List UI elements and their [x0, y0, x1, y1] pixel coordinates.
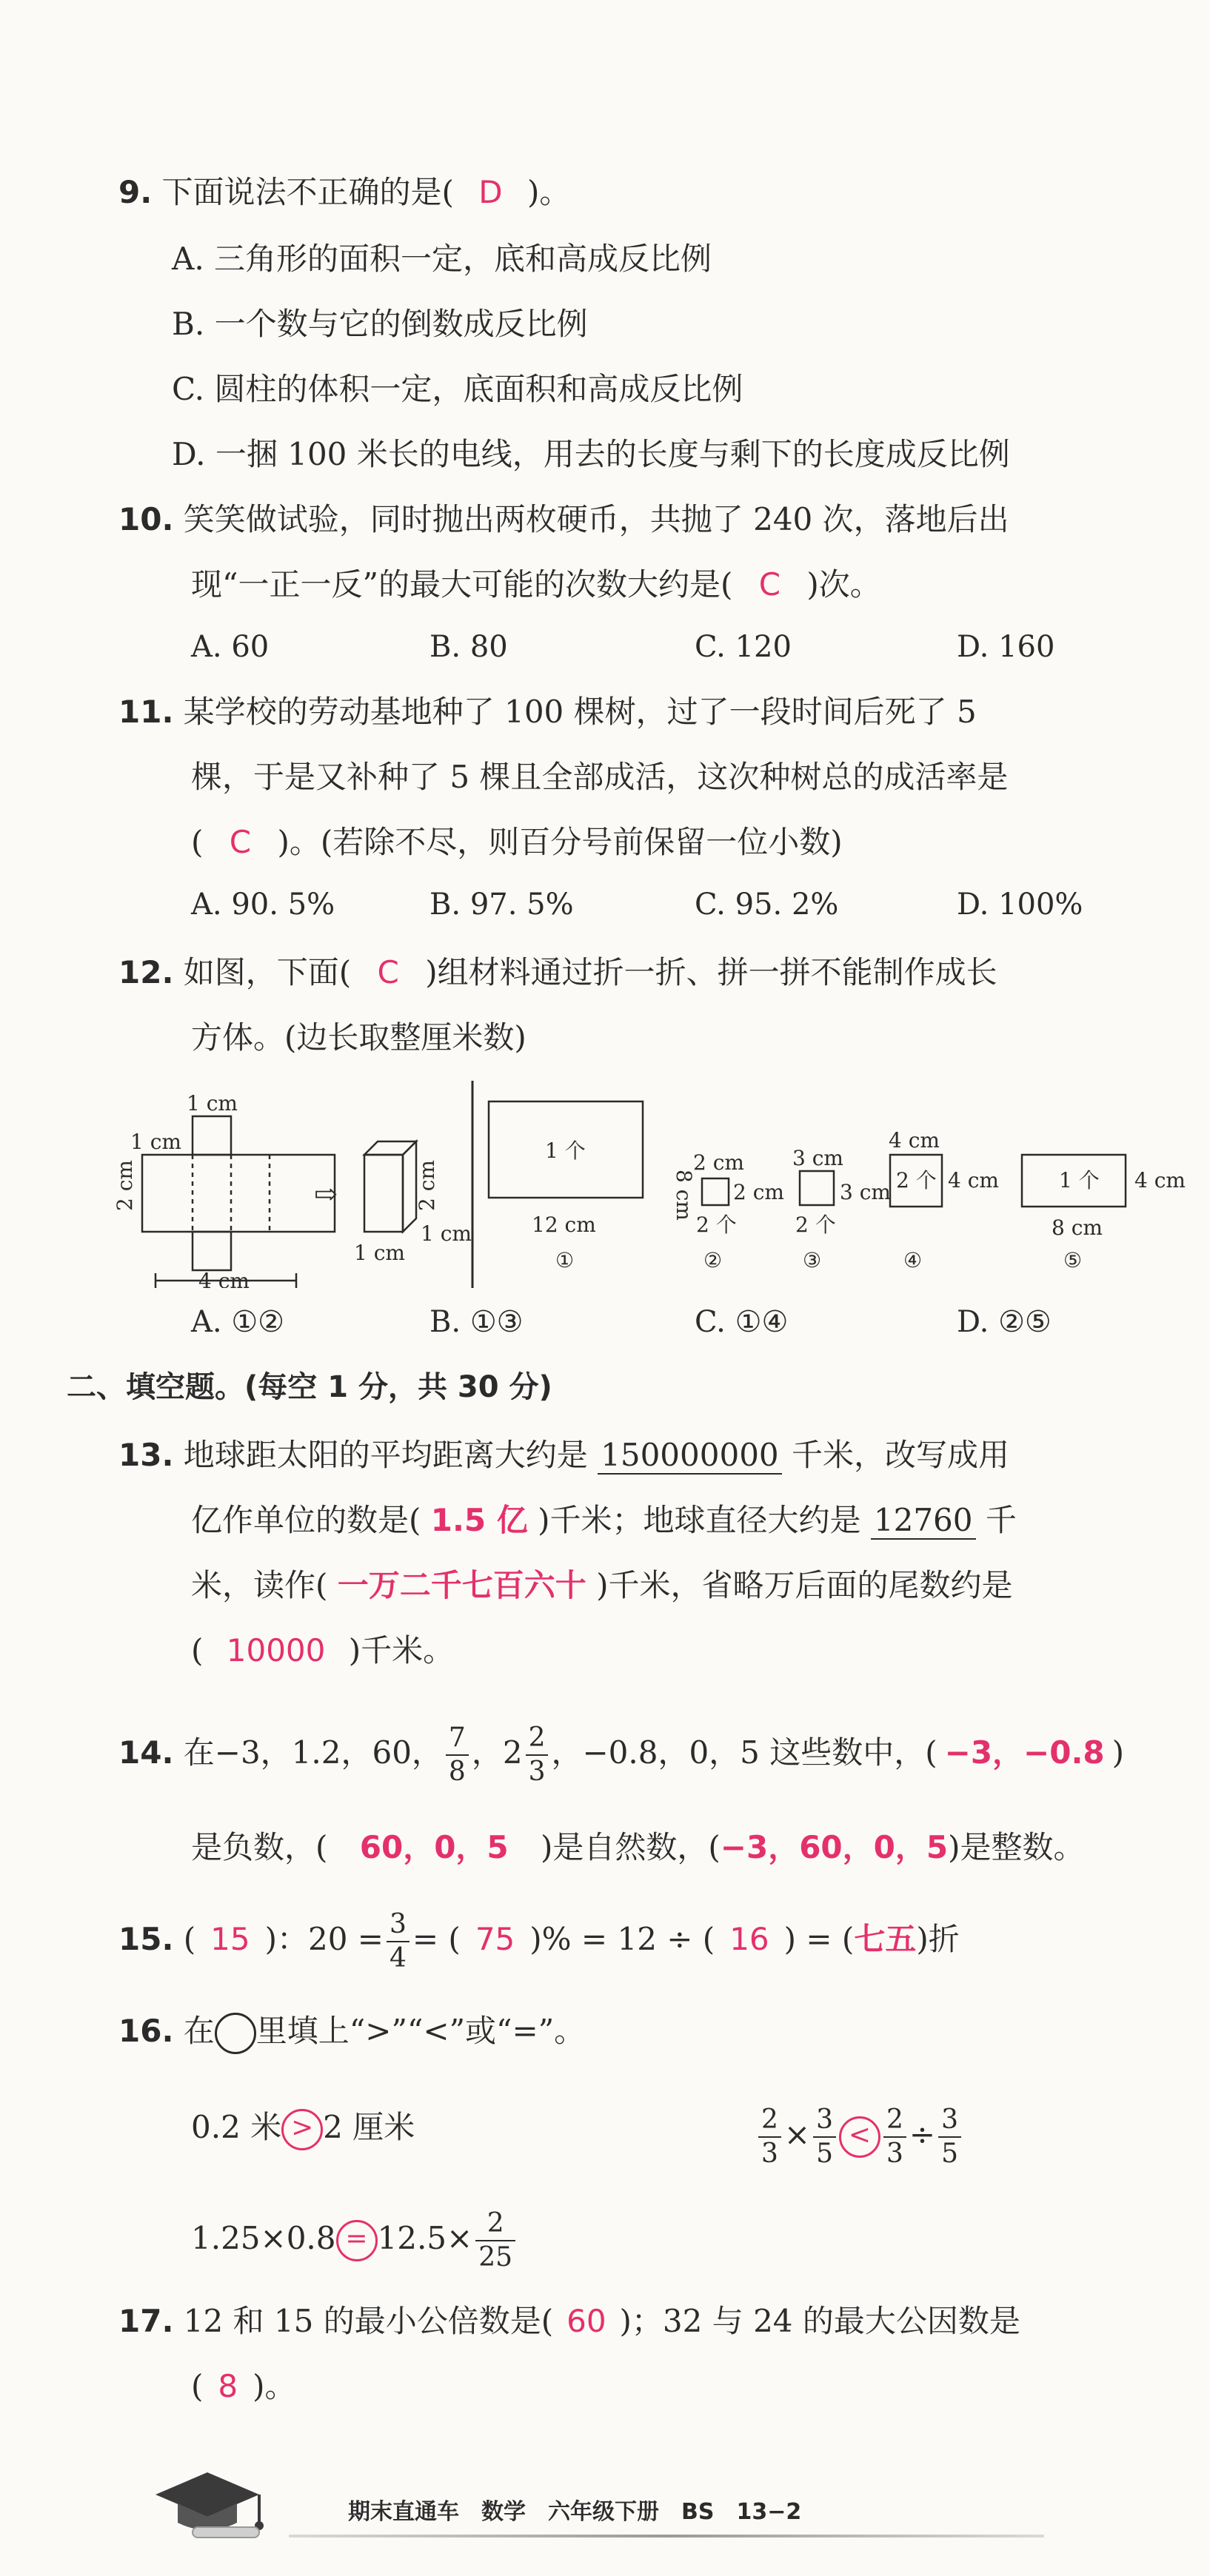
q11-option-c: C. 95. 2%: [695, 888, 839, 922]
q16-number: 16.: [118, 2013, 174, 2049]
q10-line1: 10. 笑笑做试验，同时抛出两枚硬币，共抛了 240 次，落地后出: [118, 501, 1009, 537]
q14-number: 14.: [118, 1734, 174, 1771]
group4-side-label: 4 cm: [948, 1168, 999, 1193]
graduation-cap-icon: [148, 2465, 281, 2546]
q11-option-b: B. 97. 5%: [429, 888, 574, 922]
q11-line1: 11. 某学校的劳动基地种了 100 棵树，过了一段时间后死了 5: [118, 694, 977, 730]
q14-answer-3: −3，60，0，5: [720, 1829, 949, 1865]
q17-answer-1: 60: [566, 2303, 606, 2339]
q11-option-d: D. 100%: [957, 888, 1083, 922]
q9-option-a: A. 三角形的面积一定，底和高成反比例: [172, 241, 712, 277]
q17-answer-2: 8: [218, 2368, 238, 2404]
fraction-3-5: $\frac{3}{5}$: [813, 2107, 836, 2167]
q16-item-a: 0.2 米 > 2 厘米: [191, 2107, 415, 2150]
group5-bottom-label: 8 cm: [1052, 1215, 1103, 1240]
group4-label: 2 个: [896, 1168, 937, 1193]
q11-answer: C: [229, 824, 252, 860]
q9-option-b: B. 一个数与它的倒数成反比例: [172, 306, 588, 342]
group5-label: 1 个: [1059, 1168, 1100, 1193]
q9-stem: 9. 下面说法不正确的是( D )。: [118, 174, 571, 210]
q12-figure: [104, 1066, 1200, 1288]
q15-answer-2: 75: [475, 1921, 515, 1957]
prism-width-label: 1 cm: [354, 1241, 405, 1265]
q13-line2: 亿作单位的数是( 1.5 亿 )千米；地球直径大约是 12760 千: [191, 1502, 1017, 1538]
q12-line2: 方体。(边长取整厘米数): [191, 1019, 527, 1056]
q10-option-d: D. 160: [957, 630, 1055, 664]
q15-line: 15. ( 15 )：20 = $\frac{3}{4}$ = ( 75 )% = 12 ÷ ( 16 ) = (七五)折: [118, 1909, 960, 1973]
q17-line1: 17. 12 和 15 的最小公倍数是( 60 )；32 与 24 的最大公因数是: [118, 2303, 1020, 2339]
q9-option-c: C. 圆柱的体积一定，底面积和高成反比例: [172, 371, 743, 407]
q16-item-b: $\frac{2}{3}$ × $\frac{3}{5}$ < $\frac{2}{3}$ ÷ $\frac{3}{5}$: [755, 2107, 964, 2167]
group3-top-label: 3 cm: [792, 1146, 843, 1170]
net-side-label: 2 cm: [113, 1160, 137, 1211]
q10-line2: 现“一正一反”的最大可能的次数大约是( C )次。: [191, 566, 881, 603]
q9-answer: D: [478, 174, 503, 210]
prism-depth-label: 1 cm: [421, 1221, 472, 1246]
q14-line1: 14. 在−3，1.2，60， $\frac{7}{8}$ ，2 $\frac{2}{3}$ ，−0.8，0，5 这些数中，( −3，−0.8 ): [118, 1723, 1125, 1787]
q17-line2: ( 8 )。: [191, 2368, 296, 2404]
q10-answer: C: [758, 566, 781, 603]
q9-number: 9.: [118, 174, 153, 210]
q14-answer-2: 60，0，5: [359, 1829, 509, 1865]
q13-answer-2: 一万二千七百六十: [337, 1567, 586, 1603]
q14-line2: 是负数，( 60，0，5 )是自然数，(−3，60，0，5)是整数。: [191, 1829, 1085, 1865]
q13-line1: 13. 地球距太阳的平均距离大约是 150000000 千米，改写成用: [118, 1437, 1010, 1473]
group2-count: 2 个: [696, 1212, 737, 1237]
q15-answer-4: 七五: [854, 1921, 917, 1957]
q12-option-b: B. ①③: [429, 1305, 524, 1339]
q15-number: 15.: [118, 1921, 174, 1957]
q15-answer-1: 15: [210, 1921, 250, 1957]
q10-number: 10.: [118, 501, 174, 537]
group1-height-label: 8 cm: [672, 1170, 696, 1221]
group2-side-label: 2 cm: [733, 1180, 784, 1204]
q9-option-d: D. 一捆 100 米长的电线，用去的长度与剩下的长度成反比例: [172, 436, 1010, 472]
q12-option-a: A. ①②: [191, 1305, 285, 1339]
footer-rule: [289, 2535, 1044, 2538]
q11-option-a: A. 90. 5%: [191, 888, 335, 922]
mark-1: ①: [555, 1248, 575, 1272]
mark-5: ⑤: [1063, 1248, 1083, 1272]
q10-option-a: A. 60: [191, 630, 270, 664]
fraction-7-8: $\frac{7}{8}$: [446, 1725, 469, 1785]
net-left-label: 1 cm: [130, 1130, 181, 1154]
empty-circle-icon: [215, 2013, 256, 2054]
q10-option-b: B. 80: [429, 630, 508, 664]
group1-width-label: 12 cm: [532, 1212, 596, 1237]
q12-answer: C: [377, 954, 399, 990]
q10-option-c: C. 120: [695, 630, 792, 664]
q14-answer-1: −3，−0.8: [944, 1734, 1105, 1771]
fraction-3-4: $\frac{3}{4}$: [387, 1911, 410, 1972]
group4-top-label: 4 cm: [889, 1128, 940, 1153]
fraction-2-25: $\frac{2}{25}$: [475, 2210, 515, 2271]
q12-line1: 12. 如图，下面( C )组材料通过折一折、拼一拼不能制作成长: [118, 954, 997, 990]
q13-number: 13.: [118, 1437, 174, 1473]
mark-3: ③: [803, 1248, 822, 1272]
group5-side-label: 4 cm: [1134, 1168, 1186, 1193]
fraction-2-3: $\frac{2}{3}$: [758, 2107, 781, 2167]
q13-answer-3: 10000: [226, 1632, 326, 1668]
q13-line4: ( 10000 )千米。: [191, 1632, 455, 1668]
q16-answer-c: =: [336, 2220, 378, 2261]
q13-distance: 150000000: [598, 1437, 782, 1475]
q13-answer-1: 1.5 亿: [430, 1502, 528, 1538]
fraction-2-3: $\frac{2}{3}$: [883, 2107, 906, 2167]
q16-answer-b: <: [839, 2116, 880, 2158]
group2-top-label: 2 cm: [693, 1150, 744, 1175]
q16-item-c: 1.25×0.8 = 12.5× $\frac{2}{25}$: [191, 2210, 518, 2271]
footer-text: 期末直通车 数学 六年级下册 BS 13−2: [348, 2499, 802, 2525]
fraction-2-3: $\frac{2}{3}$: [526, 1725, 549, 1785]
q12-option-c: C. ①④: [695, 1305, 789, 1339]
q16-stem: 16. 在 里填上“>”“<”或“=”。: [118, 2010, 585, 2054]
section2-title: 二、填空题。(每空 1 分，共 30 分): [67, 1370, 552, 1404]
q11-number: 11.: [118, 694, 174, 730]
q13-line3: 米，读作( 一万二千七百六十 )千米，省略万后面的尾数约是: [191, 1567, 1013, 1603]
q11-line3: ( C )。(若除不尽，则百分号前保留一位小数): [191, 824, 843, 860]
prism-height-label: 2 cm: [415, 1160, 439, 1211]
q12-option-d: D. ②⑤: [957, 1305, 1052, 1339]
group3-side-label: 3 cm: [840, 1180, 891, 1204]
group1-label: 1 个: [545, 1138, 586, 1163]
q17-number: 17.: [118, 2303, 174, 2339]
group3-count: 2 个: [795, 1212, 836, 1237]
q11-line2: 棵，于是又补种了 5 棵且全部成活，这次种树总的成活率是: [191, 759, 1009, 795]
q12-number: 12.: [118, 954, 174, 990]
q13-diameter: 12760: [871, 1502, 976, 1540]
q15-answer-3: 16: [729, 1921, 769, 1957]
mark-4: ④: [903, 1248, 923, 1272]
q16-answer-a: >: [281, 2109, 323, 2150]
fraction-3-5: $\frac{3}{5}$: [938, 2107, 961, 2167]
arrow-symbol: ⇨: [314, 1178, 338, 1210]
net-top-label: 1 cm: [187, 1091, 238, 1116]
mark-2: ②: [703, 1248, 723, 1272]
net-bottom-label: 4 cm: [198, 1269, 250, 1288]
